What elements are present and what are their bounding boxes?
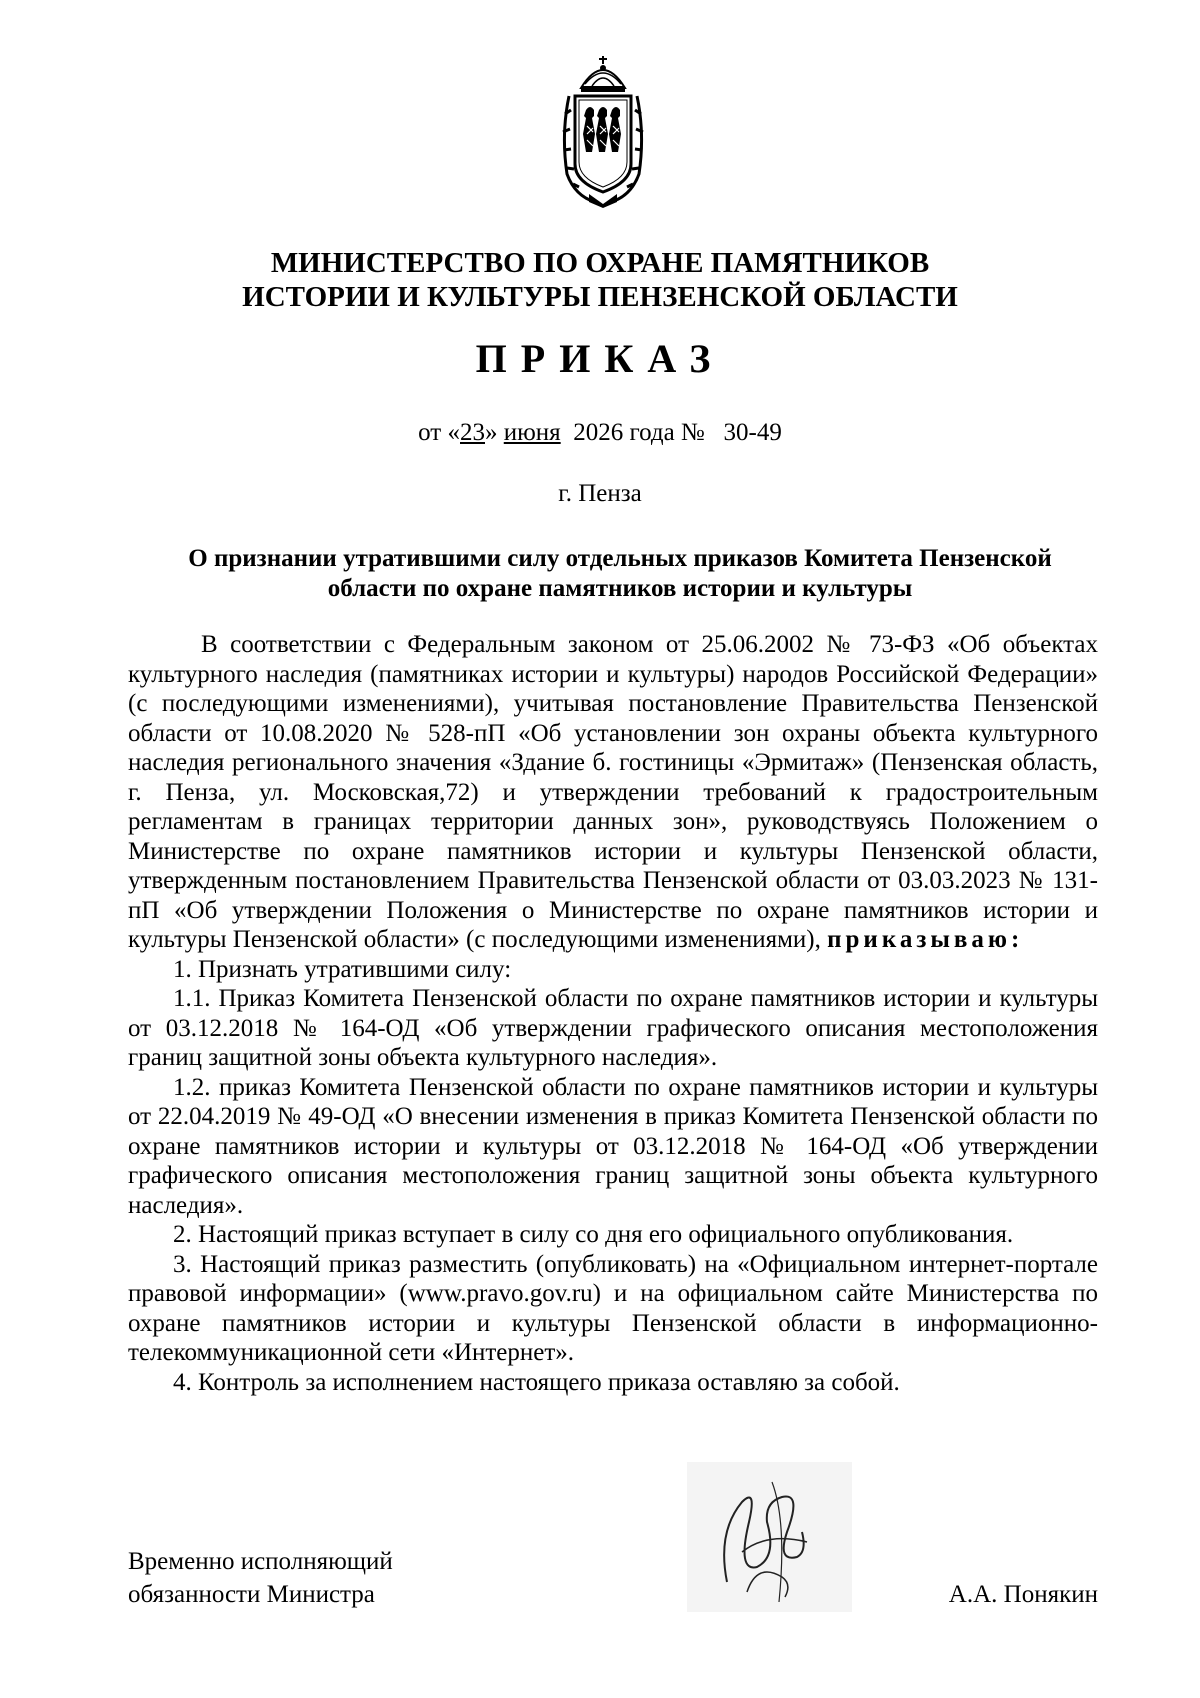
order-month: июня xyxy=(503,419,561,446)
subject-line1: О признании утратившими силу отдельных приказов Комитета Пензенской xyxy=(188,545,1052,572)
handwritten-signature-icon xyxy=(687,1462,852,1612)
date-prefix: от « xyxy=(418,419,460,446)
coat-of-arms-emblem xyxy=(561,54,645,208)
preamble-paragraph xyxy=(128,630,1098,955)
order-number: 30-49 xyxy=(723,419,782,446)
order-item-1-2: 1.2. приказ Комитета Пензенской области по охране памятников истории и культуры от 22.04.2019 № 49-ОД «О внесении изменения в приказ Комитета Пензенской области по охране памятников истории и культуры от 03.12.2018 № 164-ОД «Об утверждении графического описания местоположения границ защитной зоны объекта культурного наследия». xyxy=(128,1073,1098,1219)
city-name: г. Пенза xyxy=(558,480,642,507)
document-type-title: ПРИКАЗ xyxy=(475,336,725,381)
order-day: 23 xyxy=(460,419,485,446)
order-item-3: 3. Настоящий приказ разместить (опубликовать) на «Официальном интернет-портале правовой информации» (www.pravo.gov.ru) и на официальном сайте Министерства по охране памятников истории и культуры Пензенской области в информационно-телекоммуникационной сети «Интернет». xyxy=(128,1250,1098,1366)
ministry-name-line2: ИСТОРИИ И КУЛЬТУРЫ ПЕНЗЕНСКОЙ ОБЛАСТИ xyxy=(242,281,958,313)
order-date-line xyxy=(0,418,1200,448)
subject-line2: области по охране памятников истории и культуры xyxy=(327,575,913,602)
order-item-2: 2. Настоящий приказ вступает в силу со дня его официального опубликования. xyxy=(173,1221,1014,1248)
preamble-text: В соответствии с Федеральным законом от 25.06.2002 № 73-ФЗ «Об объектах культурного наследия (памятниках истории и культуры) народов Российской Федерации» (с последующими изменениями), учитывая постановление Правительства Пензенской области от 10.08.2020 № 528-пП «Об установлении зон охраны объекта культурного наследия регионального значения «Здание б. гостиницы «Эрмитаж» (Пензенская область, г. Пенза, ул. Московская,72) и утверждении требований к градостроительным регламентам в границах территории данных зон», руководствуясь Положением о Министерстве по охране памятников истории и культуры Пензенской области, утвержденным постановлением Правительства Пензенской области от 03.03.2023 № 131-пП «Об утверждении Положения о Министерстве по охране памятников истории и культуры Пензенской области» (с последующими изменениями), xyxy=(128,631,1098,953)
order-item-1: 1. Признать утратившими силу: xyxy=(173,955,512,983)
decree-word: приказываю: xyxy=(827,926,1024,953)
order-body xyxy=(128,630,1098,1397)
ministry-name-line1: МИНИСТЕРСТВО ПО ОХРАНЕ ПАМЯТНИКОВ xyxy=(270,247,930,279)
signer-position xyxy=(128,1545,393,1611)
date-mid: » xyxy=(485,419,504,446)
order-item-1-1: 1.1. Приказ Комитета Пензенской области по охране памятников истории и культуры от 03.12.2018 № 164-ОД «Об утверждении графического описания местоположения границ защитной зоны объекта культурного наследия». xyxy=(128,985,1098,1071)
date-year: 2026 года № xyxy=(560,419,724,446)
signer-position-line1: Временно исполняющий xyxy=(128,1548,393,1575)
order-item-4: 4. Контроль за исполнением настоящего приказа оставляю за собой. xyxy=(173,1368,900,1396)
signer-name: А.А. Понякин xyxy=(948,1581,1098,1608)
signer-position-line2: обязанности Министра xyxy=(128,1581,375,1608)
